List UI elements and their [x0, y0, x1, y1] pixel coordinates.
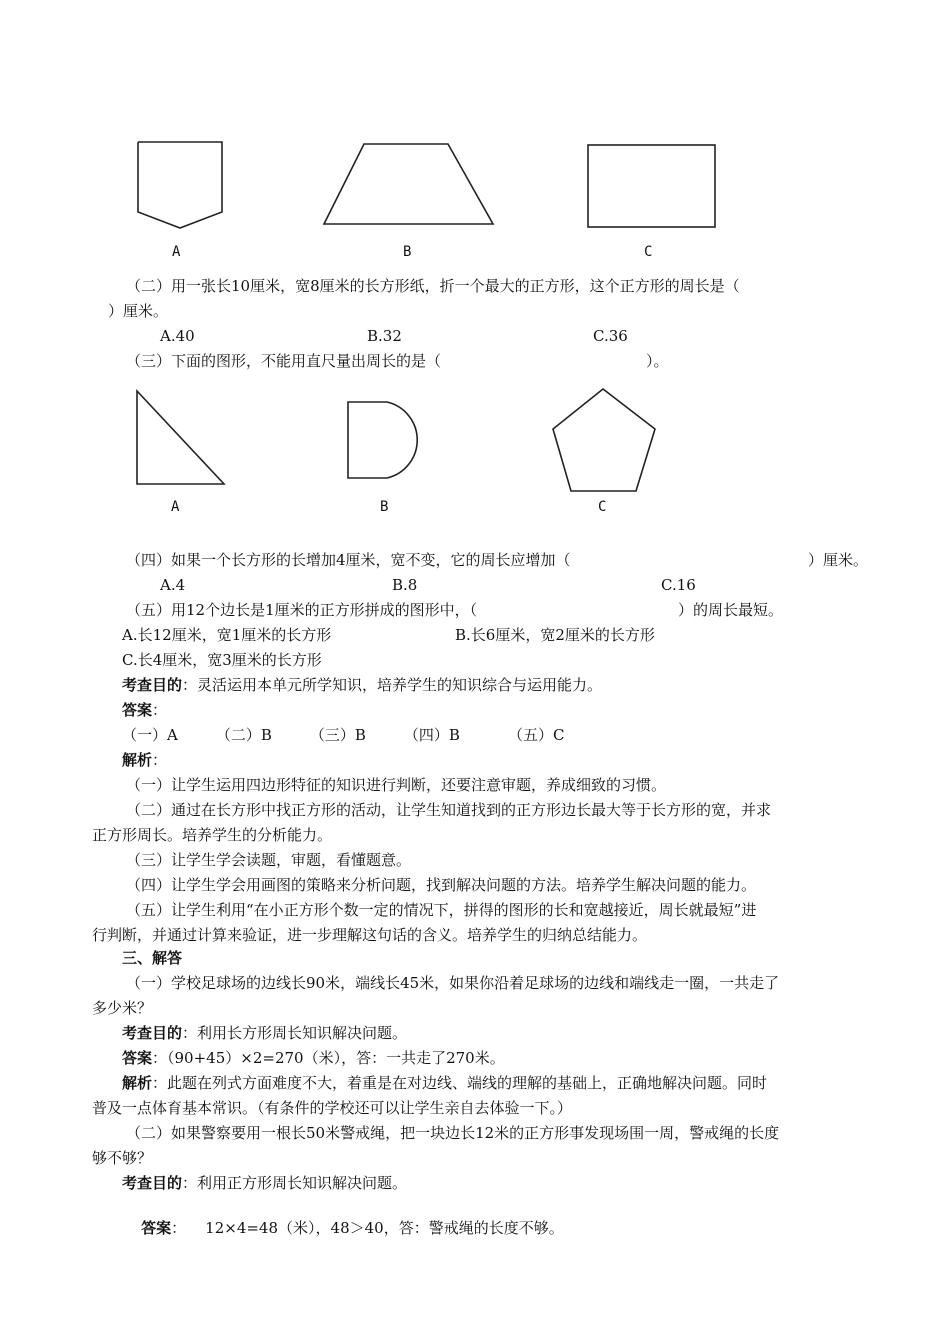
s2-answer-colon: ：	[152, 701, 168, 719]
d-shape	[348, 402, 417, 478]
s3-p1-purpose	[122, 1023, 407, 1043]
s2-purpose-label: 考查目的	[122, 676, 183, 694]
shield-shape	[138, 142, 222, 228]
s3-p1-analysis-text: ：此题在列式方面难度不大，着重是在对边线、端线的理解的基础上，正确地解决问题。同时	[152, 1074, 768, 1092]
q5-stem-start: （五）用12个边长是1厘米的正方形拼成的图形中，（	[126, 601, 478, 619]
s2-purpose-text: ：灵活运用本单元所学知识，培养学生的知识综合与运用能力。	[182, 676, 603, 694]
s2-analysis-label: 解析	[122, 751, 153, 769]
q2-stem-line1: （二）用一张长10厘米，宽8厘米的长方形纸，折一个最大的正方形，这个正方形的周长是（	[126, 277, 740, 295]
q2-option-b: B.32	[367, 327, 402, 345]
q3-label-c: C	[598, 499, 607, 515]
s3-p2-purpose-label: 考查目的	[122, 1174, 183, 1192]
q5-option-a: A.长12厘米，宽1厘米的长方形	[122, 626, 332, 644]
q5-option-c: C.长4厘米，宽3厘米的长方形	[122, 651, 322, 669]
triangle-shape	[137, 391, 224, 484]
figure-d-shape	[343, 398, 433, 484]
s3-p2-purpose-text: ：利用正方形周长知识解决问题。	[182, 1174, 408, 1192]
s3-p1-answer-text: ：（90+45）×2=270（米），答：一共走了270米。	[152, 1049, 505, 1067]
trapezoid-shape	[324, 144, 493, 224]
q1-label-c: C	[644, 244, 653, 260]
s2-answer-heading	[122, 700, 167, 720]
s3-p1-purpose-text: ：利用长方形周长知识解决问题。	[182, 1024, 408, 1042]
q4-stem-start: （四）如果一个长方形的长增加4厘米，宽不变，它的周长应增加（	[126, 551, 571, 569]
figure-rectangle	[585, 142, 720, 230]
q3-stem-end: ）。	[646, 352, 669, 370]
s2-answer-label: 答案	[122, 701, 153, 719]
s3-p2-line2: 够不够？	[92, 1149, 153, 1167]
q4-option-a: A.4	[160, 576, 186, 594]
s3-p1-line2: 多少米？	[92, 999, 153, 1017]
s2-answer-2: （二）B	[215, 726, 272, 744]
s3-p2-line1: （二）如果警察要用一根长50米警戒绳，把一块边长12米的正方形事发现场围一周，警戒绳的长度	[126, 1124, 780, 1142]
s3-p1-answer-label: 答案	[122, 1049, 153, 1067]
s3-p2-answer	[122, 1198, 564, 1258]
s3-p2-purpose	[122, 1173, 407, 1193]
q1-label-a: A	[172, 244, 181, 260]
s3-p1-answer	[122, 1048, 505, 1068]
q3-stem-start: （三）下面的图形，不能用直尺量出周长的是（	[126, 352, 442, 370]
q5-stem-end: ）的周长最短。	[678, 601, 784, 619]
s2-analysis-heading	[122, 750, 167, 770]
s2-purpose	[122, 675, 602, 695]
s2-analysis-4: （四）让学生学会用画图的策略来分析问题，找到解决问题的方法。培养学生解决问题的能力。	[126, 876, 757, 894]
s3-p1-analysis-label: 解析	[122, 1074, 153, 1092]
q1-label-b: B	[403, 244, 412, 260]
s3-p2-answer-label: 答案	[141, 1219, 172, 1237]
s2-analysis-2-line1: （二）通过在长方形中找正方形的活动，让学生知道找到的正方形边长最大等于长方形的宽，并求	[126, 801, 772, 819]
s3-p1-analysis-line1	[122, 1073, 767, 1093]
s2-analysis-colon: ：	[152, 751, 168, 769]
figure-pentagon-shield	[130, 135, 230, 235]
s2-answer-4: （四）B	[403, 726, 460, 744]
rectangle-shape	[588, 145, 715, 227]
q2-option-c: C.36	[593, 327, 628, 345]
section3-heading: 三、解答	[122, 949, 183, 967]
s3-p2-answer-text: ： 12×4=48（米），48＞40，答：警戒绳的长度不够。	[171, 1219, 564, 1237]
q5-option-b: B.长6厘米，宽2厘米的长方形	[455, 626, 655, 644]
s3-p1-purpose-label: 考查目的	[122, 1024, 183, 1042]
q3-label-a: A	[171, 499, 180, 515]
s2-answer-5: （五）C	[507, 726, 565, 744]
s2-analysis-3: （三）让学生学会读题，审题，看懂题意。	[126, 851, 412, 869]
s2-analysis-1: （一）让学生运用四边形特征的知识进行判断，还要注意审题，养成细致的习惯。	[126, 776, 667, 794]
s3-p1-line1: （一）学校足球场的边线长90米，端线长45米，如果你沿着足球场的边线和端线走一圈，一共走了	[126, 974, 780, 992]
q4-stem-end: ）厘米。	[808, 551, 869, 569]
q4-option-b: B.8	[392, 576, 418, 594]
s2-answers-row	[122, 725, 564, 745]
figure-trapezoid	[320, 140, 500, 230]
s2-answer-1: （一）A	[122, 726, 178, 744]
q2-stem-line2: ）厘米。	[108, 302, 169, 320]
pentagon-shape	[553, 389, 655, 491]
s2-analysis-5-line2: 行判断，并通过计算来验证，进一步理解这句话的含义。培养学生的归纳总结能力。	[92, 926, 648, 944]
q4-option-c: C.16	[661, 576, 696, 594]
s3-p1-analysis-line2: 普及一点体育基本常识。（有条件的学校还可以让学生亲自去体验一下。）	[92, 1099, 573, 1117]
s2-answer-3: （三）B	[309, 726, 366, 744]
figure-right-triangle	[132, 386, 232, 490]
q3-label-b: B	[380, 499, 389, 515]
s2-analysis-2-line2: 正方形周长。培养学生的分析能力。	[92, 826, 333, 844]
q2-option-a: A.40	[160, 327, 195, 345]
s2-analysis-5-line1: （五）让学生利用“在小正方形个数一定的情况下，拼得的图形的长和宽越接近，周长就最短”进	[126, 901, 757, 919]
figure-pentagon	[548, 384, 663, 496]
